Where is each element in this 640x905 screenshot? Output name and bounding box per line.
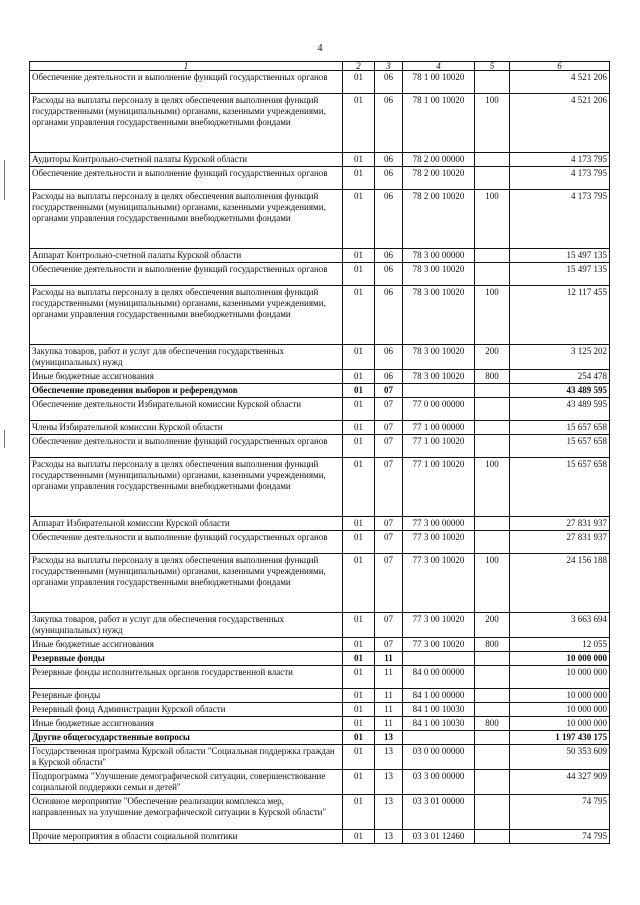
row-subsection: 06 bbox=[375, 190, 403, 249]
row-expense-type bbox=[475, 384, 510, 398]
row-amount: 44 327 909 bbox=[510, 770, 610, 795]
table-row bbox=[30, 666, 610, 689]
table-row bbox=[30, 435, 610, 458]
table-row bbox=[30, 531, 610, 554]
row-section: 01 bbox=[343, 770, 375, 795]
row-name: Расходы на выплаты персоналу в целях обеспечения выполнения функций государственными (муниципальными) органами, казенными учреждениями, органами управления государственными внебюджетными фондами bbox=[30, 554, 343, 613]
table-row bbox=[30, 745, 610, 770]
row-name: Прочие мероприятия в области социальной политики bbox=[30, 830, 343, 844]
budget-table bbox=[29, 61, 610, 844]
row-name: Обеспечение проведения выборов и референдумов bbox=[30, 384, 343, 398]
table-row bbox=[30, 71, 610, 94]
row-expense-type bbox=[475, 689, 510, 703]
table-row bbox=[30, 652, 610, 666]
row-amount: 15 657 658 bbox=[510, 421, 610, 435]
margin-mark bbox=[4, 430, 5, 448]
row-amount: 10 000 000 bbox=[510, 689, 610, 703]
row-target-code: 77 0 00 00000 bbox=[403, 398, 475, 421]
row-target-code: 84 1 00 10030 bbox=[403, 717, 475, 731]
table-row bbox=[30, 94, 610, 153]
row-name: Обеспечение деятельности и выполнение функций государственных органов bbox=[30, 435, 343, 458]
row-section: 01 bbox=[343, 190, 375, 249]
row-target-code: 77 1 00 00000 bbox=[403, 421, 475, 435]
row-expense-type: 100 bbox=[475, 458, 510, 517]
row-section: 01 bbox=[343, 153, 375, 167]
row-name: Обеспечение деятельности и выполнение функций государственных органов bbox=[30, 167, 343, 190]
header-col-1: 1 bbox=[30, 62, 343, 71]
row-amount: 15 497 135 bbox=[510, 263, 610, 286]
header-col-3: 3 bbox=[375, 62, 403, 71]
row-amount: 15 497 135 bbox=[510, 249, 610, 263]
row-target-code: 03 0 00 00000 bbox=[403, 745, 475, 770]
row-name: Резервные фонды bbox=[30, 689, 343, 703]
row-amount: 4 173 795 bbox=[510, 190, 610, 249]
row-target-code: 78 3 00 00000 bbox=[403, 249, 475, 263]
row-expense-type bbox=[475, 531, 510, 554]
header-col-4: 4 bbox=[403, 62, 475, 71]
row-expense-type bbox=[475, 167, 510, 190]
row-target-code: 78 2 00 00000 bbox=[403, 153, 475, 167]
row-target-code: 78 3 00 10020 bbox=[403, 370, 475, 384]
table-row bbox=[30, 263, 610, 286]
row-subsection: 07 bbox=[375, 613, 403, 638]
table-row bbox=[30, 370, 610, 384]
row-target-code: 78 1 00 10020 bbox=[403, 94, 475, 153]
row-name: Аудиторы Контрольно-счетной палаты Курской области bbox=[30, 153, 343, 167]
row-target-code: 03 3 01 00000 bbox=[403, 795, 475, 830]
row-amount: 43 489 595 bbox=[510, 398, 610, 421]
table-row bbox=[30, 795, 610, 830]
margin-mark bbox=[4, 160, 5, 200]
row-subsection: 11 bbox=[375, 652, 403, 666]
row-expense-type bbox=[475, 435, 510, 458]
row-expense-type bbox=[475, 398, 510, 421]
row-amount: 27 831 937 bbox=[510, 531, 610, 554]
row-expense-type bbox=[475, 770, 510, 795]
row-expense-type bbox=[475, 249, 510, 263]
row-subsection: 11 bbox=[375, 666, 403, 689]
row-expense-type bbox=[475, 421, 510, 435]
row-expense-type bbox=[475, 652, 510, 666]
row-subsection: 07 bbox=[375, 554, 403, 613]
table-row bbox=[30, 421, 610, 435]
row-section: 01 bbox=[343, 421, 375, 435]
row-section: 01 bbox=[343, 652, 375, 666]
row-subsection: 13 bbox=[375, 830, 403, 844]
row-amount: 15 657 658 bbox=[510, 458, 610, 517]
table-row bbox=[30, 458, 610, 517]
row-name: Иные бюджетные ассигнования bbox=[30, 638, 343, 652]
row-amount: 50 353 609 bbox=[510, 745, 610, 770]
row-amount: 74 795 bbox=[510, 795, 610, 830]
row-target-code: 77 1 00 10020 bbox=[403, 435, 475, 458]
table-row bbox=[30, 830, 610, 844]
row-subsection: 06 bbox=[375, 94, 403, 153]
row-target-code: 84 1 00 00000 bbox=[403, 689, 475, 703]
row-section: 01 bbox=[343, 703, 375, 717]
row-subsection: 07 bbox=[375, 517, 403, 531]
row-name: Расходы на выплаты персоналу в целях обеспечения выполнения функций государственными (муниципальными) органами, казенными учреждениями, органами управления государственными внебюджетными фондами bbox=[30, 190, 343, 249]
row-subsection: 06 bbox=[375, 153, 403, 167]
row-subsection: 07 bbox=[375, 398, 403, 421]
row-section: 01 bbox=[343, 717, 375, 731]
row-amount: 15 657 658 bbox=[510, 435, 610, 458]
row-amount: 3 663 694 bbox=[510, 613, 610, 638]
row-target-code bbox=[403, 731, 475, 745]
row-subsection: 11 bbox=[375, 703, 403, 717]
row-subsection: 13 bbox=[375, 795, 403, 830]
row-section: 01 bbox=[343, 689, 375, 703]
row-section: 01 bbox=[343, 384, 375, 398]
row-amount: 4 173 795 bbox=[510, 167, 610, 190]
row-subsection: 11 bbox=[375, 717, 403, 731]
row-section: 01 bbox=[343, 71, 375, 94]
row-expense-type bbox=[475, 71, 510, 94]
row-subsection: 06 bbox=[375, 345, 403, 370]
table-row bbox=[30, 638, 610, 652]
row-name: Расходы на выплаты персоналу в целях обеспечения выполнения функций государственными (муниципальными) органами, казенными учреждениями, органами управления государственными внебюджетными фондами bbox=[30, 458, 343, 517]
row-target-code: 77 3 00 10020 bbox=[403, 554, 475, 613]
row-amount: 74 795 bbox=[510, 830, 610, 844]
row-subsection: 06 bbox=[375, 71, 403, 94]
row-section: 01 bbox=[343, 554, 375, 613]
page-number: 4 bbox=[317, 43, 323, 54]
row-amount: 12 055 bbox=[510, 638, 610, 652]
row-subsection: 06 bbox=[375, 286, 403, 345]
row-expense-type: 800 bbox=[475, 638, 510, 652]
row-target-code: 78 2 00 10020 bbox=[403, 190, 475, 249]
row-amount: 4 521 206 bbox=[510, 94, 610, 153]
row-expense-type bbox=[475, 517, 510, 531]
row-target-code: 03 3 00 00000 bbox=[403, 770, 475, 795]
row-expense-type bbox=[475, 703, 510, 717]
table-row bbox=[30, 703, 610, 717]
row-name: Обеспечение деятельности и выполнение функций государственных органов bbox=[30, 71, 343, 94]
header-col-2: 2 bbox=[343, 62, 375, 71]
row-target-code bbox=[403, 652, 475, 666]
row-section: 01 bbox=[343, 666, 375, 689]
row-section: 01 bbox=[343, 94, 375, 153]
row-section: 01 bbox=[343, 745, 375, 770]
row-subsection: 13 bbox=[375, 731, 403, 745]
row-section: 01 bbox=[343, 517, 375, 531]
row-section: 01 bbox=[343, 286, 375, 345]
row-amount: 43 489 595 bbox=[510, 384, 610, 398]
row-target-code bbox=[403, 384, 475, 398]
row-section: 01 bbox=[343, 531, 375, 554]
row-expense-type bbox=[475, 263, 510, 286]
row-section: 01 bbox=[343, 830, 375, 844]
row-expense-type bbox=[475, 153, 510, 167]
row-expense-type: 100 bbox=[475, 286, 510, 345]
row-subsection: 13 bbox=[375, 770, 403, 795]
row-expense-type: 100 bbox=[475, 190, 510, 249]
header-col-5: 5 bbox=[475, 62, 510, 71]
row-target-code: 77 3 00 00000 bbox=[403, 517, 475, 531]
row-name: Подпрограмма "Улучшение демографической ситуации, совершенствование социальной поддержки семьи и детей" bbox=[30, 770, 343, 795]
row-name: Закупка товаров, работ и услуг для обеспечения государственных (муниципальных) нужд bbox=[30, 613, 343, 638]
table-row bbox=[30, 167, 610, 190]
row-amount: 10 000 000 bbox=[510, 717, 610, 731]
row-subsection: 07 bbox=[375, 638, 403, 652]
row-section: 01 bbox=[343, 398, 375, 421]
row-target-code: 77 1 00 10020 bbox=[403, 458, 475, 517]
row-target-code: 03 3 01 12460 bbox=[403, 830, 475, 844]
row-name: Иные бюджетные ассигнования bbox=[30, 717, 343, 731]
row-subsection: 06 bbox=[375, 263, 403, 286]
row-amount: 12 117 455 bbox=[510, 286, 610, 345]
row-name: Другие общегосударственные вопросы bbox=[30, 731, 343, 745]
row-subsection: 07 bbox=[375, 435, 403, 458]
row-subsection: 06 bbox=[375, 167, 403, 190]
table-row bbox=[30, 770, 610, 795]
row-section: 01 bbox=[343, 731, 375, 745]
table-row bbox=[30, 153, 610, 167]
table-row bbox=[30, 554, 610, 613]
table-row bbox=[30, 249, 610, 263]
row-target-code: 77 3 00 10020 bbox=[403, 531, 475, 554]
row-expense-type: 800 bbox=[475, 370, 510, 384]
row-subsection: 06 bbox=[375, 370, 403, 384]
row-name: Резервный фонд Администрации Курской области bbox=[30, 703, 343, 717]
row-expense-type bbox=[475, 795, 510, 830]
row-expense-type bbox=[475, 830, 510, 844]
row-section: 01 bbox=[343, 613, 375, 638]
row-section: 01 bbox=[343, 370, 375, 384]
row-amount: 254 478 bbox=[510, 370, 610, 384]
row-expense-type bbox=[475, 731, 510, 745]
row-target-code: 77 3 00 10020 bbox=[403, 638, 475, 652]
row-subsection: 11 bbox=[375, 689, 403, 703]
row-amount: 10 000 000 bbox=[510, 666, 610, 689]
row-section: 01 bbox=[343, 435, 375, 458]
row-amount: 4 173 795 bbox=[510, 153, 610, 167]
row-amount: 27 831 937 bbox=[510, 517, 610, 531]
table-row bbox=[30, 286, 610, 345]
header-col-6: 6 bbox=[510, 62, 610, 71]
row-subsection: 06 bbox=[375, 249, 403, 263]
row-amount: 24 156 188 bbox=[510, 554, 610, 613]
table-row bbox=[30, 345, 610, 370]
table-row bbox=[30, 384, 610, 398]
table-row bbox=[30, 717, 610, 731]
table-row bbox=[30, 689, 610, 703]
row-target-code: 78 3 00 10020 bbox=[403, 263, 475, 286]
row-name: Обеспечение деятельности Избирательной комиссии Курской области bbox=[30, 398, 343, 421]
row-name: Расходы на выплаты персоналу в целях обеспечения выполнения функций государственными (муниципальными) органами, казенными учреждениями, органами управления государственными внебюджетными фондами bbox=[30, 94, 343, 153]
row-target-code: 78 3 00 10020 bbox=[403, 286, 475, 345]
row-section: 01 bbox=[343, 795, 375, 830]
row-target-code: 84 1 00 10030 bbox=[403, 703, 475, 717]
row-section: 01 bbox=[343, 458, 375, 517]
table-row bbox=[30, 398, 610, 421]
row-section: 01 bbox=[343, 345, 375, 370]
row-amount: 3 125 202 bbox=[510, 345, 610, 370]
row-subsection: 07 bbox=[375, 421, 403, 435]
row-expense-type: 100 bbox=[475, 554, 510, 613]
table-row bbox=[30, 731, 610, 745]
row-target-code: 77 3 00 10020 bbox=[403, 613, 475, 638]
table-row bbox=[30, 613, 610, 638]
row-expense-type: 800 bbox=[475, 717, 510, 731]
row-section: 01 bbox=[343, 638, 375, 652]
row-amount: 4 521 206 bbox=[510, 71, 610, 94]
row-target-code: 78 2 00 10020 bbox=[403, 167, 475, 190]
row-subsection: 07 bbox=[375, 384, 403, 398]
row-target-code: 78 3 00 10020 bbox=[403, 345, 475, 370]
row-name: Обеспечение деятельности и выполнение функций государственных органов bbox=[30, 531, 343, 554]
row-target-code: 84 0 00 00000 bbox=[403, 666, 475, 689]
row-name: Аппарат Избирательной комиссии Курской области bbox=[30, 517, 343, 531]
table-body bbox=[30, 71, 610, 844]
row-name: Основное мероприятие "Обеспечение реализации комплекса мер, направленных на улучшение демографической ситуации в Курской области" bbox=[30, 795, 343, 830]
row-amount: 1 197 430 175 bbox=[510, 731, 610, 745]
row-subsection: 13 bbox=[375, 745, 403, 770]
row-name: Закупка товаров, работ и услуг для обеспечения государственных (муниципальных) нужд bbox=[30, 345, 343, 370]
row-name: Расходы на выплаты персоналу в целях обеспечения выполнения функций государственными (муниципальными) органами, казенными учреждениями, органами управления государственными внебюджетными фондами bbox=[30, 286, 343, 345]
row-expense-type bbox=[475, 666, 510, 689]
row-name: Обеспечение деятельности и выполнение функций государственных органов bbox=[30, 263, 343, 286]
table-row bbox=[30, 190, 610, 249]
row-name: Государственная программа Курской области "Социальная поддержка граждан в Курской области" bbox=[30, 745, 343, 770]
row-expense-type: 200 bbox=[475, 345, 510, 370]
table-row bbox=[30, 517, 610, 531]
row-target-code: 78 1 00 10020 bbox=[403, 71, 475, 94]
row-expense-type: 200 bbox=[475, 613, 510, 638]
row-name: Резервные фонды bbox=[30, 652, 343, 666]
row-name: Иные бюджетные ассигнования bbox=[30, 370, 343, 384]
row-section: 01 bbox=[343, 167, 375, 190]
row-amount: 10 000 000 bbox=[510, 652, 610, 666]
row-subsection: 07 bbox=[375, 531, 403, 554]
row-section: 01 bbox=[343, 249, 375, 263]
row-expense-type: 100 bbox=[475, 94, 510, 153]
row-subsection: 07 bbox=[375, 458, 403, 517]
row-expense-type bbox=[475, 745, 510, 770]
row-name: Аппарат Контрольно-счетной палаты Курской области bbox=[30, 249, 343, 263]
header-row bbox=[30, 62, 610, 71]
row-name: Члены Избирательной комиссии Курской области bbox=[30, 421, 343, 435]
row-section: 01 bbox=[343, 263, 375, 286]
row-amount: 10 000 000 bbox=[510, 703, 610, 717]
row-name: Резервные фонды исполнительных органов государственной власти bbox=[30, 666, 343, 689]
